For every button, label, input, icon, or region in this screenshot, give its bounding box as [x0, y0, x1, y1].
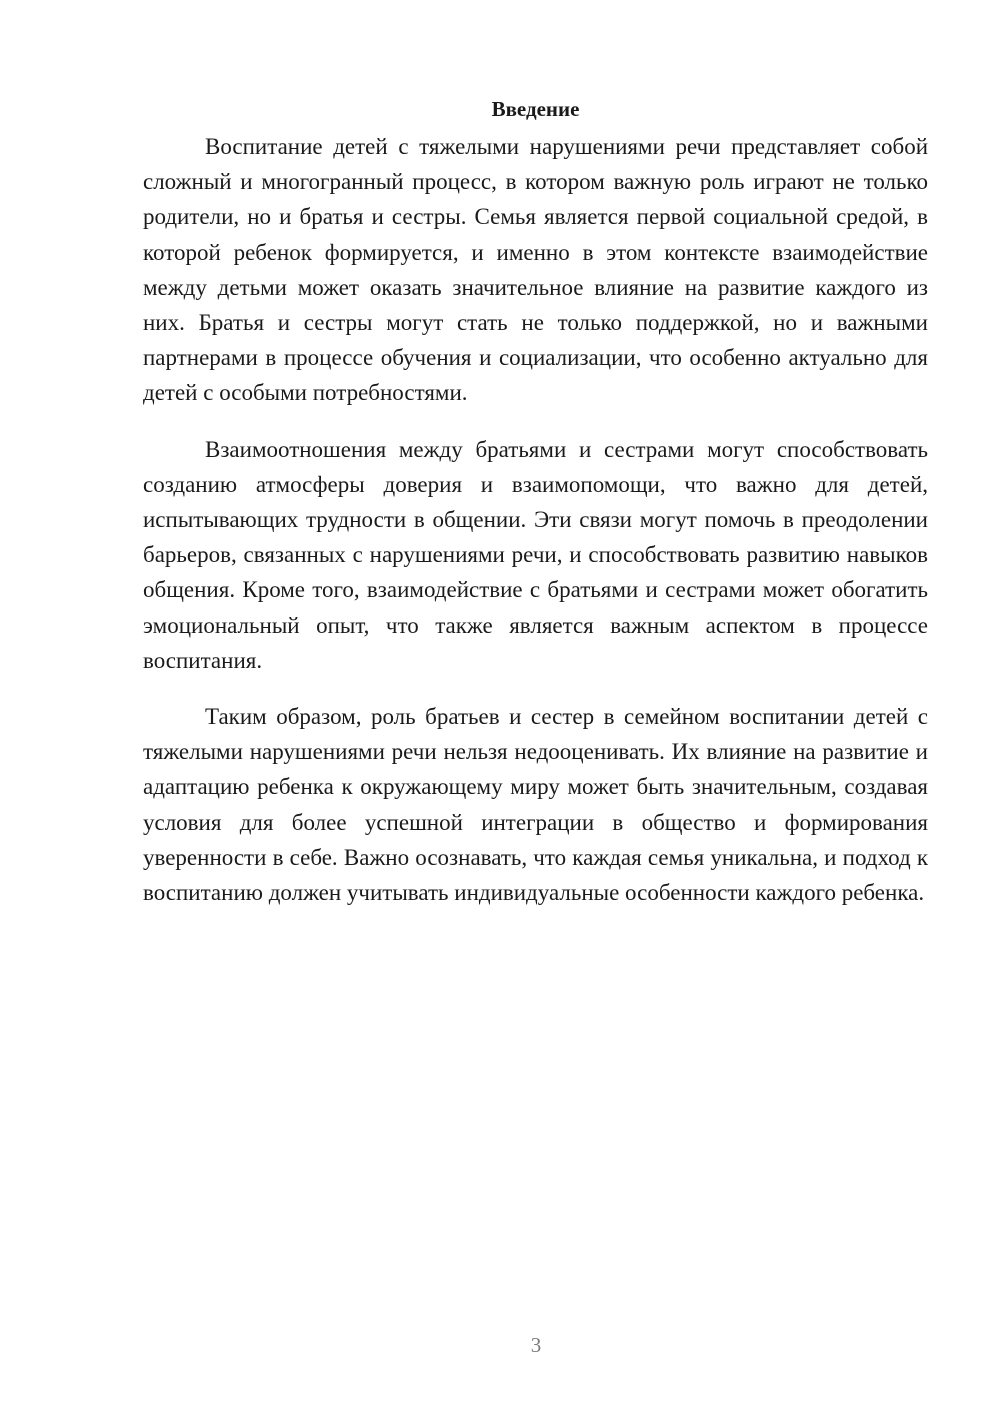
section-heading: Введение — [491, 97, 580, 121]
page-body — [143, 92, 928, 910]
page-number: 3 — [530, 1333, 542, 1357]
paragraph-1: Воспитание детей с тяжелыми нарушениями речи представляет собой сложный и многогранный процесс, в котором важную роль играют не только родители, но и братья и сестры. Семья является первой социальной средой, в которой ребенок формируется, и именно в этом контексте взаимодействие между детьми может оказать значительное влияние на развитие каждого из них. Братья и сестры могут стать не только поддержкой, но и важными партнерами в процессе обучения и социализации, что особенно актуально для детей с особыми потребностями. — [143, 134, 928, 406]
paragraph-3: Таким образом, роль братьев и сестер в семейном воспитании детей с тяжелыми нарушениями речи нельзя недооценивать. Их влияние на развитие и адаптацию ребенка к окружающему миру может быть значительным, создавая условия для более успешной интеграции в общество и формирования уверенности в себе. Важно осознавать, что каждая семья уникальна, и подход к воспитанию должен учитывать индивидуальные особенности каждого ребенка. — [143, 704, 928, 906]
paragraph-2: Взаимоотношения между братьями и сестрами могут способствовать созданию атмосферы доверия и взаимопомощи, что важно для детей, испытывающих трудности в общении. Эти связи могут помочь в преодолении барьеров, связанных с нарушениями речи, и способствовать развитию навыков общения. Кроме того, взаимодействие с братьями и сестрами может обогатить эмоциональный опыт, что также является важным аспектом в процессе воспитания. — [143, 436, 928, 673]
